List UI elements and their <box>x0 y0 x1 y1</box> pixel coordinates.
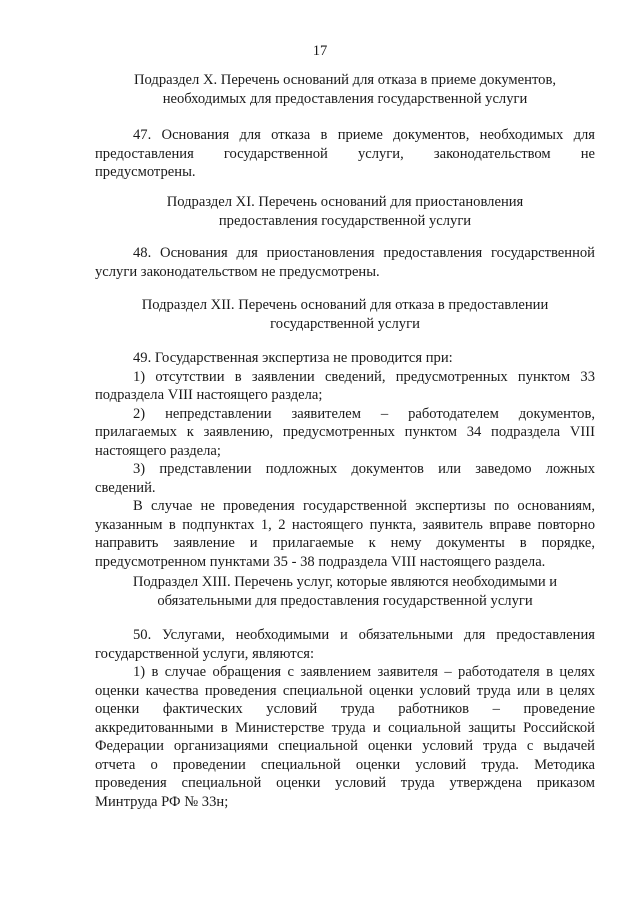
text-line: 1) в случае обращения с заявлением заявителя – работодателя в целях <box>133 664 595 680</box>
page-number: 17 <box>312 43 328 59</box>
text-line: 3) представлении подложных документов или заведомо ложных <box>133 461 595 477</box>
heading-line: Подраздел X. Перечень оснований для отказа в приеме документов, <box>134 72 556 88</box>
heading-line: обязательными для предоставления государственной услуги <box>157 592 533 609</box>
heading-line: Подраздел XIII. Перечень услуг, которые являются необходимыми и <box>132 574 558 590</box>
paragraph-48 <box>95 244 595 281</box>
text-line: оценки качества проведения специальной оценки условий труда или в целях <box>95 682 595 699</box>
paragraph-50 <box>95 626 595 811</box>
heading-line: предоставления государственной услуги <box>218 212 472 229</box>
text-line: подраздела VIII настоящего раздела; <box>95 387 323 403</box>
text-line: предоставления государственной услуги, законодательством не <box>95 145 595 162</box>
text-line: указанным в подпунктах 1, 2 настоящего пункта, заявитель вправе повторно <box>95 516 595 533</box>
text-line: В случае не проведения государственной экспертизы по основаниям, <box>133 498 595 514</box>
text-line: предусмотрены. <box>95 164 196 180</box>
section-heading-x <box>95 71 595 108</box>
text-line: оценки фактических условий труда работников – проведение <box>95 701 595 717</box>
text-line: проведения специальной оценки условий труда утверждена приказом <box>95 775 595 791</box>
heading-line: Подраздел XII. Перечень оснований для отказа в предоставлении <box>141 297 549 313</box>
section-heading-xii <box>95 296 595 333</box>
paragraph-49 <box>95 349 595 571</box>
text-line: государственной услуги, являются: <box>95 645 315 662</box>
text-line: Минтруда РФ № 33н; <box>95 793 229 810</box>
text-line: 1) отсутствии в заявлении сведений, предусмотренных пунктом 33 <box>133 368 595 385</box>
text-line: 50. Услугами, необходимыми и обязательными для предоставления <box>133 627 595 643</box>
text-line: направить заявление и прилагаемые к нему документы в порядке, <box>95 535 595 551</box>
text-line: аккредитованными в Министерстве труда и социальной защиты Российской <box>95 719 595 736</box>
heading-line: государственной услуги <box>270 315 420 332</box>
text-line: 2) непредставлении заявителем – работодателем документов, <box>133 405 595 422</box>
heading-line: Подраздел XI. Перечень оснований для приостановления <box>166 194 524 210</box>
text-line: настоящего раздела; <box>95 442 221 459</box>
text-line: Федерации организациями специальной оценки условий труда с выдачей <box>95 738 595 754</box>
heading-line: необходимых для предоставления государственной услуги <box>162 90 528 107</box>
paragraph-47 <box>95 126 595 182</box>
section-heading-xi <box>95 193 595 230</box>
text-line: прилагаемых к заявлению, предусмотренных пунктом 34 подраздела VIII <box>95 424 595 440</box>
section-heading-xiii <box>95 573 595 610</box>
text-line: 48. Основания для приостановления предоставления государственной <box>133 245 595 261</box>
text-line: 49. Государственная экспертиза не проводится при: <box>133 350 453 366</box>
text-line: отчета о проведении специальной оценки условий труда. Методика <box>95 756 595 773</box>
text-line: сведений. <box>95 479 156 496</box>
text-line: 47. Основания для отказа в приеме документов, необходимых для <box>133 127 595 143</box>
text-line: предусмотренном пунктами 35 - 38 подраздела VIII настоящего раздела. <box>95 553 546 570</box>
text-line: услуги законодательством не предусмотрены. <box>95 263 380 280</box>
